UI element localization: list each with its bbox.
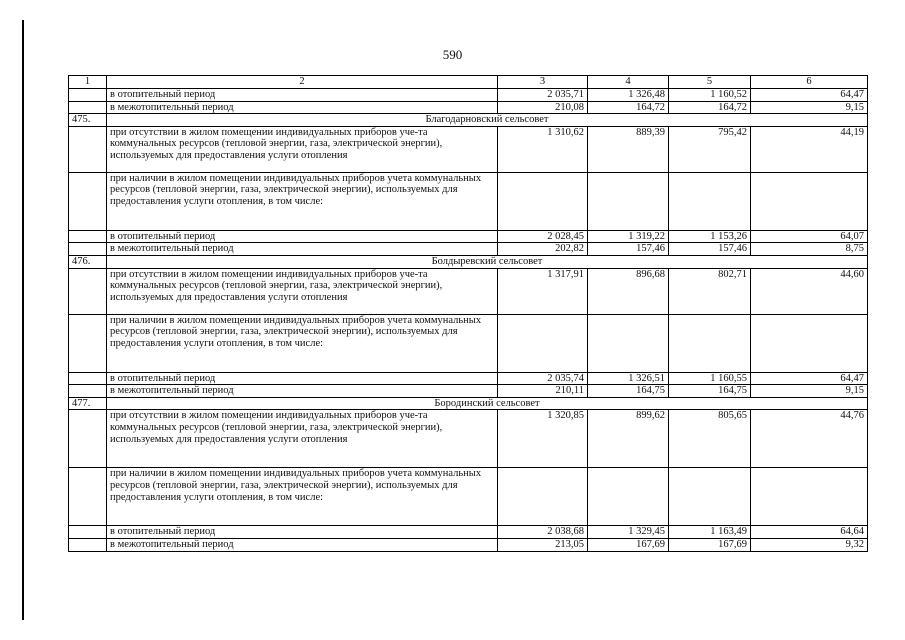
value-cell: 9,15 [751,101,868,114]
value-cell: 64,47 [751,372,868,385]
description-cell: при отсутствии в жилом помещении индивидуальных приборов уче-та коммунальных ресурсов (тепловой энергии, газа, электрической энергии), используемых для предоставления услуги отопления [107,410,498,468]
value-cell: 1 326,48 [588,89,669,102]
table-header-row [69,76,868,89]
value-cell: 164,75 [588,385,669,398]
value-cell [588,172,669,230]
table-row [69,526,868,539]
value-cell [751,172,868,230]
description-cell: при наличии в жилом помещении индивидуальных приборов учета коммунальных ресурсов (тепловой энергии, газа, электрической энергии), используемых для предоставления услуги отопления, в том числе: [107,172,498,230]
table-row [69,538,868,551]
section-row [69,114,868,127]
value-cell: 1 329,45 [588,526,669,539]
value-cell: 2 035,71 [498,89,588,102]
header-cell: 4 [588,76,669,89]
value-cell: 202,82 [498,243,588,256]
header-cell: 2 [107,76,498,89]
section-title: Болдыревский сельсовет [107,255,868,268]
value-cell: 44,19 [751,126,868,172]
description-cell: в межотопительный период [107,538,498,551]
value-cell [751,314,868,372]
index-cell [69,385,107,398]
section-index: 477. [69,397,107,410]
value-cell: 164,72 [669,101,751,114]
value-cell [669,314,751,372]
value-cell: 167,69 [588,538,669,551]
value-cell [498,172,588,230]
value-cell: 2 035,74 [498,372,588,385]
value-cell: 167,69 [669,538,751,551]
index-cell [69,230,107,243]
section-row [69,255,868,268]
value-cell: 896,68 [588,268,669,314]
value-cell: 889,39 [588,126,669,172]
value-cell: 210,11 [498,385,588,398]
value-cell: 210,08 [498,101,588,114]
table-row [69,101,868,114]
value-cell: 2 038,68 [498,526,588,539]
description-cell: в межотопительный период [107,101,498,114]
table-row [69,372,868,385]
table-row [69,230,868,243]
value-cell [588,314,669,372]
value-cell [588,468,669,526]
header-cell: 3 [498,76,588,89]
value-cell: 64,07 [751,230,868,243]
value-cell: 44,76 [751,410,868,468]
value-cell [669,172,751,230]
value-cell: 2 028,45 [498,230,588,243]
index-cell [69,372,107,385]
value-cell: 213,05 [498,538,588,551]
index-cell [69,526,107,539]
value-cell: 1 319,22 [588,230,669,243]
value-cell: 1 160,52 [669,89,751,102]
value-cell: 44,60 [751,268,868,314]
value-cell: 9,32 [751,538,868,551]
table-row [69,268,868,314]
value-cell: 795,42 [669,126,751,172]
index-cell [69,538,107,551]
table-row [69,172,868,230]
table-row [69,385,868,398]
value-cell: 802,71 [669,268,751,314]
description-cell: в межотопительный период [107,385,498,398]
value-cell: 1 317,91 [498,268,588,314]
header-cell: 6 [751,76,868,89]
description-cell: в межотопительный период [107,243,498,256]
value-cell: 1 326,51 [588,372,669,385]
section-row [69,397,868,410]
index-cell [69,243,107,256]
value-cell [498,314,588,372]
description-cell: при наличии в жилом помещении индивидуальных приборов учета коммунальных ресурсов (тепловой энергии, газа, электрической энергии), используемых для предоставления услуги отопления, в том числе: [107,468,498,526]
tariff-table [68,75,868,552]
description-cell: в отопительный период [107,372,498,385]
header-cell: 5 [669,76,751,89]
value-cell: 64,47 [751,89,868,102]
table-row [69,468,868,526]
page-number: 590 [442,47,463,62]
table-row [69,243,868,256]
value-cell: 8,75 [751,243,868,256]
value-cell: 64,64 [751,526,868,539]
index-cell [69,314,107,372]
index-cell [69,468,107,526]
value-cell: 1 163,49 [669,526,751,539]
value-cell: 1 160,55 [669,372,751,385]
value-cell: 805,65 [669,410,751,468]
index-cell [69,101,107,114]
index-cell [69,172,107,230]
value-cell [498,468,588,526]
index-cell [69,126,107,172]
index-cell [69,410,107,468]
description-cell: в отопительный период [107,526,498,539]
description-cell: в отопительный период [107,89,498,102]
section-title: Бородинский сельсовет [107,397,868,410]
section-title: Благодарновский сельсовет [107,114,868,127]
value-cell: 164,72 [588,101,669,114]
header-cell: 1 [69,76,107,89]
value-cell: 164,75 [669,385,751,398]
description-cell: в отопительный период [107,230,498,243]
value-cell: 157,46 [669,243,751,256]
index-cell [69,89,107,102]
description-cell: при отсутствии в жилом помещении индивидуальных приборов уче-та коммунальных ресурсов (тепловой энергии, газа, электрической энергии), используемых для предоставления услуги отопления [107,268,498,314]
value-cell: 9,15 [751,385,868,398]
value-cell: 1 310,62 [498,126,588,172]
section-index: 475. [69,114,107,127]
description-cell: при отсутствии в жилом помещении индивидуальных приборов уче-та коммунальных ресурсов (тепловой энергии, газа, электрической энергии), используемых для предоставления услуги отопления [107,126,498,172]
table-row [69,126,868,172]
description-cell: при наличии в жилом помещении индивидуальных приборов учета коммунальных ресурсов (тепловой энергии, газа, электрической энергии), используемых для предоставления услуги отопления, в том числе: [107,314,498,372]
value-cell: 1 153,26 [669,230,751,243]
value-cell: 1 320,85 [498,410,588,468]
scan-edge-line [22,20,24,620]
value-cell [669,468,751,526]
value-cell [751,468,868,526]
table-row [69,314,868,372]
table-row [69,410,868,468]
table-row [69,89,868,102]
section-index: 476. [69,255,107,268]
index-cell [69,268,107,314]
value-cell: 157,46 [588,243,669,256]
value-cell: 899,62 [588,410,669,468]
